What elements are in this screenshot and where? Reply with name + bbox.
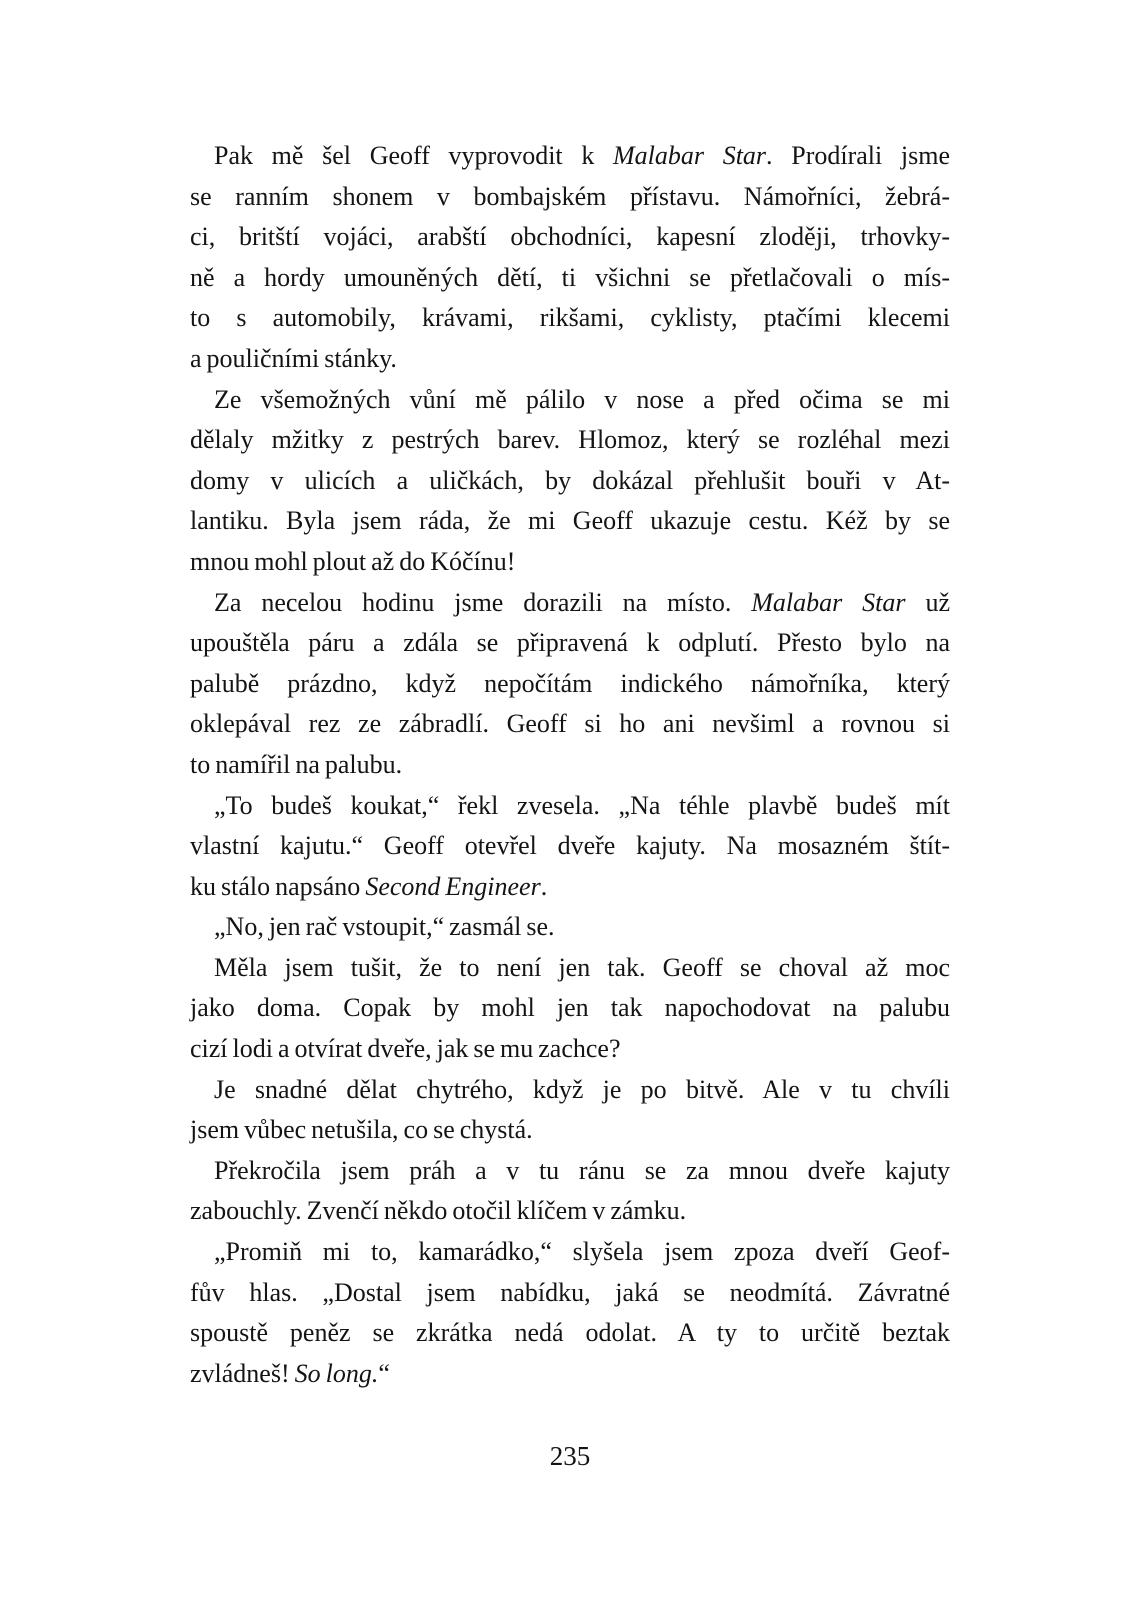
text-run: . Prodírali jsme — [766, 141, 951, 170]
text-run: Pak mě šel Geoff vyprovodit k — [214, 141, 614, 170]
text-run: zabouchly. Zvenčí někdo otočil klíčem v zámku. — [190, 1196, 687, 1226]
text-run: ně a hordy umouněných dětí, ti všichni se přetlačovali o mís- — [190, 262, 950, 292]
text-line — [190, 1029, 950, 1070]
text-run-italic: Malabar Star — [613, 141, 767, 170]
text-run: ci, britští vojáci, arabští obchodníci, kapesní zloději, trhovky- — [190, 222, 950, 252]
text-run: zvládneš! — [190, 1358, 295, 1388]
page-number: 235 — [549, 1441, 591, 1471]
text-run: „To budeš koukat,“ řekl zvesela. „Na téhle plavbě budeš mít — [214, 790, 950, 820]
paragraph — [190, 1151, 950, 1232]
text-run: Ze všemožných vůní mě pálilo v nose a před očima se mi — [214, 384, 950, 414]
text-line — [190, 542, 950, 583]
text-run: domy v ulicích a uličkách, by dokázal přehlušit bouři v At- — [190, 465, 950, 495]
text-line — [190, 420, 950, 461]
text-run: vlastní kajutu.“ Geoff otevřel dveře kajuty. Na mosazném štít- — [190, 831, 950, 861]
text-run: Měla jsem tušit, že to není jen tak. Geoff se choval až moc — [214, 952, 950, 982]
paragraph — [190, 583, 950, 786]
text-run: už — [905, 587, 950, 617]
text-line — [190, 623, 950, 664]
paragraph — [190, 786, 950, 908]
text-run: upouštěla páru a zdála se připravená k odplutí. Přesto bylo na — [190, 628, 950, 658]
paragraph — [190, 948, 950, 1070]
text-run: Překročila jsem práh a v tu ránu se za mnou dveře kajuty — [214, 1155, 950, 1185]
text-run: Za necelou hodinu jsme dorazili na místo. — [214, 587, 752, 617]
text-line — [190, 826, 950, 867]
text-run-italic: Second Engineer — [365, 871, 541, 901]
text-line — [190, 1232, 950, 1273]
text-line — [190, 1354, 950, 1395]
text-line — [190, 867, 950, 908]
text-line — [190, 177, 950, 218]
text-line — [190, 1110, 950, 1151]
text-run: lantiku. Byla jsem ráda, že mi Geoff ukazuje cestu. Kéž by se — [190, 506, 950, 536]
text-line — [190, 1151, 950, 1192]
text-run: „No, jen rač vstoupit,“ zasmál se. — [214, 912, 555, 942]
text-line — [190, 136, 950, 177]
text-line — [190, 1191, 950, 1232]
text-run: a pouličními stánky. — [190, 343, 397, 373]
text-line — [190, 1273, 950, 1314]
text-run: oklepával rez ze zábradlí. Geoff si ho ani nevšiml a rovnou si — [190, 709, 950, 739]
paragraph — [190, 907, 950, 948]
paragraph — [190, 380, 950, 583]
text-run-italic: So long. — [294, 1358, 379, 1388]
text-run: to s automobily, krávami, rikšami, cyklisty, ptačími klecemi — [190, 303, 950, 333]
text-line — [190, 258, 950, 299]
paragraph — [190, 1232, 950, 1394]
text-run: to namířil na palubu. — [190, 749, 403, 779]
text-run: mnou mohl plout až do Kóčínu! — [190, 546, 516, 576]
text-run: „Promiň mi to, kamarádko,“ slyšela jsem zpoza dveří Geof- — [214, 1237, 950, 1267]
text-run-italic: Malabar Star — [751, 587, 906, 617]
text-line — [190, 461, 950, 502]
text-line — [190, 339, 950, 380]
text-run: ku stálo napsáno — [190, 871, 366, 901]
text-run: jsem vůbec netušila, co se chystá. — [190, 1115, 533, 1145]
paragraph — [190, 1070, 950, 1151]
text-run: Je snadné dělat chytrého, když je po bitvě. Ale v tu chvíli — [214, 1074, 950, 1104]
text-run: . — [540, 871, 548, 901]
text-run: jako doma. Copak by mohl jen tak napochodovat na palubu — [190, 993, 950, 1023]
text-line — [190, 583, 950, 624]
text-line — [190, 907, 950, 948]
text-line — [190, 1070, 950, 1111]
text-line — [190, 501, 950, 542]
text-line — [190, 786, 950, 827]
text-line — [190, 1313, 950, 1354]
text-run: fův hlas. „Dostal jsem nabídku, jaká se neodmítá. Závratné — [190, 1277, 950, 1307]
text-line — [190, 217, 950, 258]
text-run: palubě prázdno, když nepočítám indického námořníka, který — [190, 668, 950, 698]
text-line — [190, 745, 950, 786]
text-block — [190, 136, 950, 1394]
text-line — [190, 664, 950, 705]
text-run: se ranním shonem v bombajském přístavu. Námořníci, žebrá- — [190, 181, 950, 211]
text-line — [190, 948, 950, 989]
text-run: “ — [378, 1358, 390, 1388]
text-run: spoustě peněz se zkrátka nedá odolat. A ty to určitě beztak — [190, 1318, 950, 1348]
text-line — [190, 988, 950, 1029]
text-line — [190, 380, 950, 421]
text-line — [190, 704, 950, 745]
text-line — [190, 298, 950, 339]
paragraph — [190, 136, 950, 380]
text-run: cizí lodi a otvírat dveře, jak se mu zachce? — [190, 1034, 621, 1064]
text-run: dělaly mžitky z pestrých barev. Hlomoz, který se rozléhal mezi — [190, 425, 950, 455]
